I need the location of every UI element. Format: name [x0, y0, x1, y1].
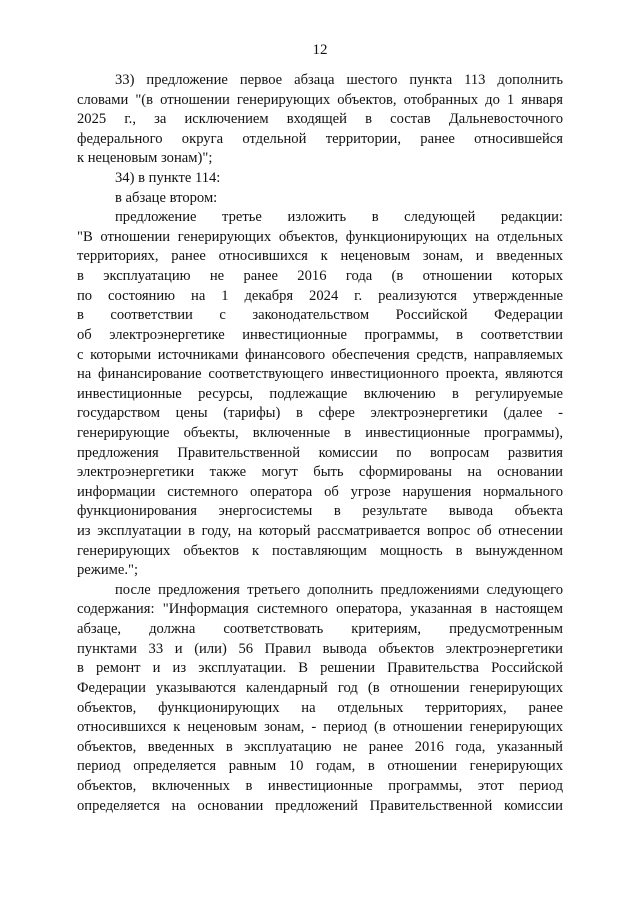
text-line: генерирующих объектов к поставляющим мощность в вынужденном [77, 542, 563, 559]
text-line: к неценовым зонам)"; [77, 150, 213, 167]
text-line: "В отношении генерирующих объектов, функционирующих на отдельных [77, 228, 563, 245]
text-line: пунктами 33 и (или) 56 Правил вывода объектов электроэнергетики [77, 640, 563, 657]
text-line: функционирования энергосистемы в результате вывода объекта [77, 503, 563, 520]
text-line: словами "(в отношении генерирующих объектов, отобранных до 1 января [77, 91, 563, 108]
text-line: из эксплуатации в году, на который рассматривается вопрос об отнесении [77, 523, 563, 540]
text-line: 33) предложение первое абзаца шестого пункта 113 дополнить [115, 72, 563, 88]
text-line: государством цены (тарифы) в сфере электроэнергетики (далее - [77, 405, 563, 422]
text-line: 34) в пункте 114: [115, 170, 221, 187]
text-line: режиме."; [77, 562, 139, 579]
text-line: в соответствии с законодательством Российской Федерации [77, 307, 563, 324]
text-line: относившихся к неценовым зонам, - период (в отношении генерирующих [77, 719, 563, 736]
text-line: содержания: "Информация системного оператора, указанная в настоящем [77, 601, 563, 618]
text-line: абзаце, должна соответствовать критериям, предусмотренным [77, 621, 563, 638]
text-line: предложение третье изложить в следующей редакции: [115, 209, 563, 226]
text-line: объектов, функционирующих на отдельных территориях, ранее [77, 699, 563, 716]
text-line: определяется на основании предложений Правительственной комиссии [77, 797, 563, 814]
text-line: в ремонт и из эксплуатации. В решении Правительства Российской [77, 660, 563, 677]
page-number: 12 [312, 42, 328, 58]
text-line: период определяется равным 10 годам, в отношении генерирующих [77, 758, 563, 775]
text-line: Федерации указываются календарный год (в отношении генерирующих [77, 679, 563, 696]
text-line: 2025 г., за исключением входящей в состав Дальневосточного [77, 111, 563, 128]
document-body [77, 71, 563, 816]
text-line: об электроэнергетике инвестиционные программы, в соответствии [77, 326, 563, 343]
text-line: генерирующие объекты, включенные в инвестиционные программы), [77, 424, 563, 441]
text-line: информации системного оператора об угрозе нарушения нормального [77, 483, 563, 500]
text-line: объектов, включенных в инвестиционные программы, этот период [77, 777, 563, 794]
text-line: федерального округа отдельной территории, ранее относившейся [77, 130, 563, 147]
text-line: территориях, ранее относившихся к неценовым зонам, и введенных [77, 248, 563, 265]
text-line: после предложения третьего дополнить предложениями следующего [115, 581, 563, 598]
text-line: предложения Правительственной комиссии по вопросам развития [77, 444, 563, 461]
text-line: электроэнергетики также могут быть сформированы на основании [77, 464, 563, 481]
text-line: объектов, введенных в эксплуатацию не ранее 2016 года, указанный [77, 738, 563, 755]
text-line: по состоянию на 1 декабря 2024 г. реализуются утвержденные [77, 287, 563, 304]
text-line: инвестиционные ресурсы, подлежащие включению в регулируемые [77, 385, 563, 402]
text-line: в эксплуатацию не ранее 2016 года (в отношении которых [77, 268, 563, 285]
text-line: в абзаце втором: [115, 189, 218, 206]
text-line: на финансирование соответствующего инвестиционного проекта, являются [77, 366, 563, 383]
text-line: с которыми источниками финансового обеспечения средств, направляемых [77, 346, 563, 363]
